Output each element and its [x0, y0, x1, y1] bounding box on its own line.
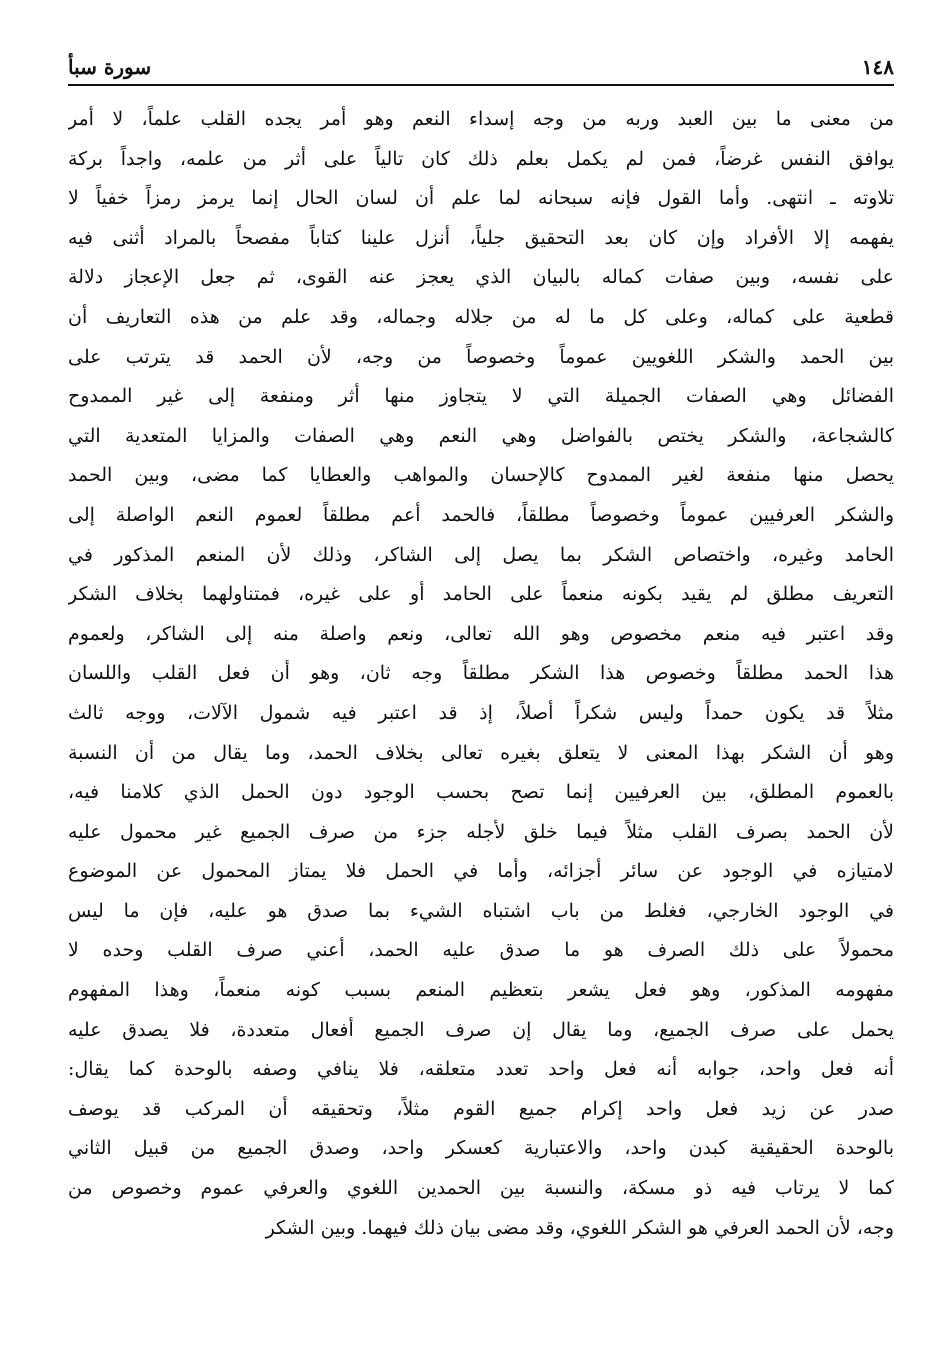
text-line: مفهومه المذكور، وهو فعل يشعر بتعظيم المنعم بسبب كونه منعماً، وهذا المفهوم	[68, 979, 894, 1002]
text-line: وهو أن الشكر بهذا المعنى لا يتعلق بغيره تعالى بخلاف الحمد، وما يقال من أن النسبة	[68, 741, 894, 764]
text-line: تلاوته ـ انتهى. وأما القول فإنه سبحانه لما علم أن لسان الحال إنما يرمز رمزاً خفياً لا	[68, 187, 894, 210]
text-line: وقد اعتبر فيه منعم مخصوص وهو الله تعالى، ونعم واصلة منه إلى الشاكر، ولعموم	[68, 622, 894, 645]
text-line: على نفسه، وبين صفات كماله بالبيان الذي يعجز عنه القوى، ثم جعل الإعجاز دلالة	[68, 266, 894, 289]
page-number: ١٤٨	[861, 55, 894, 79]
text-line: مثلاً قد يكون حمداً وليس شكراً أصلاً، إذ قد اعتبر فيه شمول الآلات، ووجه ثالث	[68, 701, 894, 724]
text-line: بين الحمد والشكر اللغويين عموماً وخصوصاً من وجه، لأن الحمد قد يترتب على	[68, 345, 894, 368]
text-line: يفهمه إلا الأفراد وإن كان بعد التحقيق جلياً، أنزل علينا كتاباً مفصحاً بالمراد أثنى فيه	[68, 226, 894, 249]
running-head	[68, 40, 894, 86]
text-line: في الوجود الخارجي، فغلط من باب اشتباه الشيء بما صدق هو عليه، فإن ما ليس	[68, 899, 894, 922]
text-line: هذا الحمد مطلقاً وخصوص هذا الشكر مطلقاً وجه ثان، وهو أن فعل القلب واللسان	[68, 662, 894, 685]
body-text	[68, 100, 894, 1248]
text-line: من معنى ما بين العبد وربه من وجه إسداء النعم وهو أمر يجده القلب علماً، لا أمر	[68, 108, 894, 130]
text-line: محمولاً على ذلك الصرف هو ما صدق عليه الحمد، أعني صرف القلب وحده لا	[68, 939, 894, 962]
text-line: كالشجاعة، والشكر يختص بالفواضل وهي النعم وهي الصفات والمزايا المتعدية التي	[68, 424, 894, 447]
text-line: وجه، لأن الحمد العرفي هو الشكر اللغوي، وقد مضى بيان ذلك فيهما. وبين الشكر	[265, 1216, 894, 1239]
text-line: صدر عن زيد فعل واحد إكرام جميع القوم مثلاً، وتحقيقه أن المركب قد يوصف	[68, 1097, 894, 1120]
text-line: بالوحدة الحقيقية كبدن واحد، والاعتبارية كعسكر واحد، وصدق الجميع من قبيل الثاني	[68, 1137, 894, 1160]
text-line: قطعية على كماله، وعلى كل ما له من جلاله وجماله، وقد علم من هذه التعاريف أن	[68, 305, 894, 328]
page	[68, 40, 894, 1310]
text-line: كما لا يرتاب فيه ذو مسكة، والنسبة بين الحمدين اللغوي والعرفي عموم وخصوص من	[68, 1177, 894, 1200]
text-line: لأن الحمد بصرف القلب مثلاً فيما خلق لأجله جزء من صرف الجميع غير محمول عليه	[68, 820, 894, 843]
text-line: يوافق النفس غرضاً، فمن لم يكمل بعلم ذلك كان تالياً على أثر من علمه، واجداً بركة	[68, 147, 894, 170]
text-line: الفضائل وهي الصفات الجميلة التي لا يتجاوز منها أثر ومنفعة إلى غير الممدوح	[68, 385, 894, 408]
text-line: أنه فعل واحد، جوابه أنه فعل واحد تعدد متعلقه، فلا ينافي وصفه بالوحدة كما يقال:	[68, 1058, 894, 1081]
text-line: التعريف مطلق لم يقيد بكونه منعماً على الحامد أو على غيره، فمتناولهما بخلاف الشكر	[68, 583, 894, 606]
surah-title: سورة سبأ	[68, 55, 152, 79]
text-line: يحصل منها منفعة لغير الممدوح كالإحسان والمواهب والعطايا كما مضى، وبين الحمد	[68, 464, 894, 487]
text-line: الحامد وغيره، واختصاص الشكر بما يصل إلى الشاكر، وذلك لأن المنعم المذكور في	[68, 543, 894, 566]
text-line: والشكر العرفيين عموماً وخصوصاً مطلقاً، فالحمد أعم مطلقاً لعموم النعم الواصلة إلى	[68, 503, 894, 526]
text-line: بالعموم المطلق، بين العرفيين إنما تصح بحسب الوجود دون الحمل الذي كلامنا فيه،	[68, 781, 894, 804]
text-line: لامتيازه في الوجود عن سائر أجزائه، وأما في الحمل فلا يمتاز المحمول عن الموضوع	[68, 860, 894, 883]
text-line: يحمل على صرف الجميع، وما يقال إن صرف الجميع أفعال متعددة، فلا يصدق عليه	[68, 1018, 894, 1041]
